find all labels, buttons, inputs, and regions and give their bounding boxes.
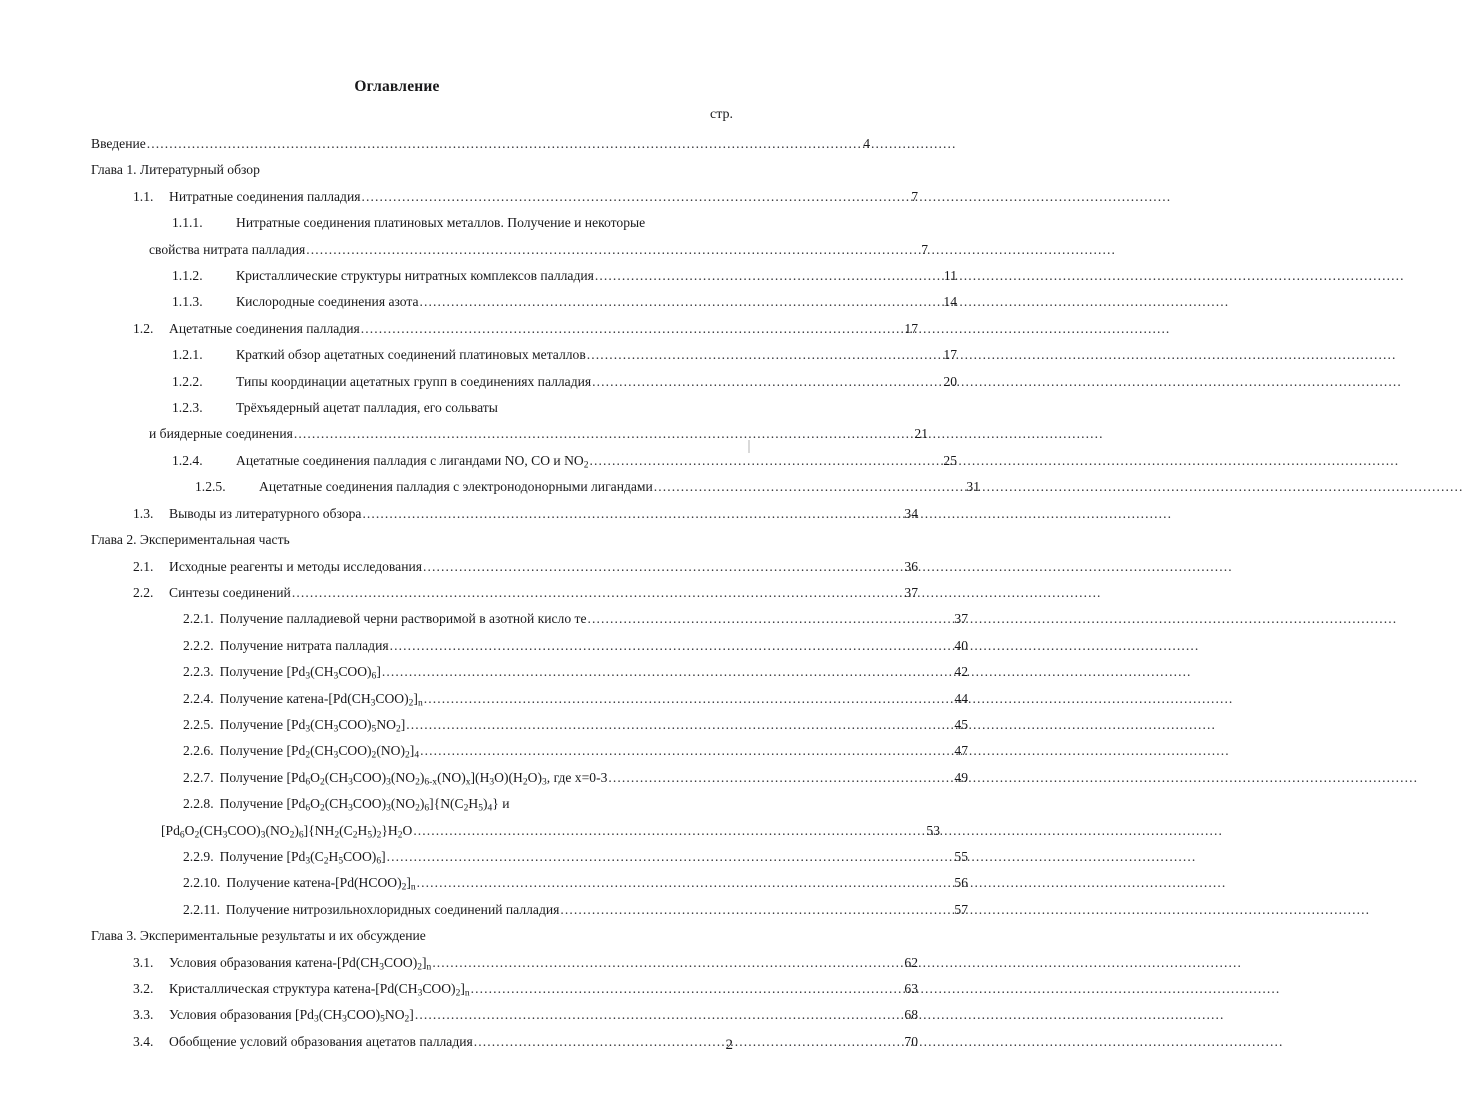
toc-entry-number: 3.1. bbox=[133, 954, 154, 970]
toc-entry-title: Получение палладиевой черни растворимой в азотной кисло те bbox=[219, 611, 587, 627]
toc-entry bbox=[0, 659, 977, 685]
toc-entry-title: Исходные реагенты и методы исследования bbox=[169, 558, 423, 574]
page-number-footer: 2 bbox=[725, 1037, 733, 1053]
toc-entry-title: Типы координации ацетатных групп в соединениях палладия bbox=[236, 373, 592, 389]
toc-entry bbox=[0, 844, 977, 870]
scan-artifact bbox=[748, 440, 750, 453]
toc-entry bbox=[0, 950, 927, 976]
toc-leader-dots bbox=[361, 184, 887, 210]
toc-leader-dots bbox=[387, 844, 937, 870]
toc-entry bbox=[0, 580, 927, 606]
toc-leader-dots bbox=[294, 421, 897, 447]
toc-entry-title: Трёхъядерный ацетат палладия, его сольваты bbox=[236, 400, 498, 416]
toc-entry-title: Нитратные соединения платиновых металлов. Получение и некоторые bbox=[236, 215, 646, 231]
toc-entry bbox=[0, 738, 977, 764]
toc-leader-dots bbox=[432, 950, 887, 976]
toc-entry bbox=[0, 712, 977, 738]
toc-entry-page-number: 7 bbox=[921, 241, 928, 257]
toc-entry-number: 3.4. bbox=[133, 1033, 154, 1049]
toc-leader-dots bbox=[292, 580, 887, 606]
toc-entry-title: и биядерные соединения bbox=[149, 426, 293, 442]
toc-leader-dots bbox=[306, 237, 897, 263]
toc-entry bbox=[0, 686, 977, 712]
toc-entry-title: Глава 2. Экспериментальная часть bbox=[91, 532, 290, 548]
toc-entry-page-number: 70 bbox=[904, 1033, 918, 1049]
toc-entry-page-number: 36 bbox=[904, 558, 918, 574]
toc-entry bbox=[0, 527, 879, 553]
toc-entry-title: Условия образования катена-$[Pd(CH_3COO)_2]_n$ bbox=[169, 954, 432, 972]
toc-entry bbox=[0, 316, 927, 342]
toc-entry-title: Ацетатные соединения палладия bbox=[169, 320, 360, 336]
toc-leader-dots bbox=[560, 897, 937, 923]
toc-leader-dots bbox=[417, 870, 937, 896]
toc-leader-dots bbox=[608, 765, 937, 791]
toc-entry-title: Получение катена-$[Pd(CH_3COO)_2]_n$ bbox=[219, 690, 423, 708]
toc-entry-number: 1.1.2. bbox=[172, 268, 203, 284]
toc-leader-dots bbox=[590, 448, 926, 474]
toc-entry-page-number: 14 bbox=[943, 294, 957, 310]
toc-entry-page-number: 45 bbox=[954, 716, 968, 732]
toc-leader-dots bbox=[362, 501, 887, 527]
toc-entry-title: Получение $[Pd_6O_2(CH_3COO)_3(NO_2)_{6-x}(NO)_x](H_3O)(H_2O)_3$, где x=0-3 bbox=[219, 769, 608, 788]
toc-entry-number: 1.2.4. bbox=[172, 452, 203, 468]
toc-entry bbox=[0, 210, 966, 236]
toc-entry bbox=[0, 157, 879, 183]
toc-entry-page-number: 42 bbox=[954, 664, 968, 680]
toc-entry-page-number: 40 bbox=[954, 637, 968, 653]
toc-entry-page-number: 17 bbox=[904, 320, 918, 336]
toc-entry-title: Выводы из литературного обзора bbox=[169, 505, 362, 521]
toc-entry-number: 1.3. bbox=[133, 505, 154, 521]
toc-entry-title: Кислородные соединения азота bbox=[236, 294, 419, 310]
toc-entry bbox=[0, 184, 927, 210]
toc-leader-dots bbox=[592, 369, 926, 395]
toc-entry-number: 1.1. bbox=[133, 188, 154, 204]
toc-entry-number: 2.2.11. bbox=[183, 901, 220, 917]
toc-entry-number: 2.2.7. bbox=[183, 769, 214, 785]
toc-entry bbox=[0, 448, 966, 474]
toc-entry bbox=[0, 923, 879, 949]
toc-entry bbox=[0, 395, 966, 421]
toc-leader-dots bbox=[147, 131, 839, 157]
toc-leader-dots bbox=[595, 263, 926, 289]
toc-entry-title: Получение $[Pd_3(CH_3COO)_6]$ bbox=[219, 664, 381, 682]
toc-entry-title: Глава 1. Литературный обзор bbox=[91, 162, 260, 178]
toc-entry bbox=[0, 501, 927, 527]
toc-leader-dots bbox=[654, 474, 949, 500]
toc-entry bbox=[0, 421, 937, 447]
toc-entry-page-number: 34 bbox=[904, 505, 918, 521]
toc-leader-dots bbox=[406, 712, 937, 738]
toc-entry-title: Ацетатные соединения палладия с лигандами NO, CO и $NO_2$ bbox=[236, 452, 589, 471]
toc-entry bbox=[0, 1002, 927, 1028]
toc-entry bbox=[0, 606, 977, 632]
toc-entry-number: 1.2.3. bbox=[172, 400, 203, 416]
page-title: Оглавление bbox=[354, 78, 440, 95]
pages-column-header: стр. bbox=[709, 107, 733, 122]
toc-entry-page-number: 57 bbox=[954, 901, 968, 917]
toc-entry-title: Синтезы соединений bbox=[169, 584, 291, 600]
toc-leader-dots bbox=[382, 659, 937, 685]
toc-entry-number: 1.2.2. bbox=[172, 373, 203, 389]
toc-entry bbox=[0, 237, 937, 263]
toc-entry-number: 1.2.1. bbox=[172, 347, 203, 363]
toc-entry-page-number: 11 bbox=[943, 268, 957, 284]
toc-entry-title: Получение $[Pd_2(CH_3COO)_2(NO)_2]_4$ bbox=[219, 743, 420, 761]
toc-entry-title: Кристаллическая структура катена-$[Pd(CH_3COO)_2]_n$ bbox=[169, 981, 470, 999]
toc-entry-page-number: 7 bbox=[911, 188, 918, 204]
toc-entry-title: Краткий обзор ацетатных соединений платиновых металлов bbox=[236, 347, 586, 363]
toc-entry-page-number: 4 bbox=[863, 136, 870, 151]
toc-entry bbox=[0, 765, 977, 791]
toc-entry-title: Введение bbox=[91, 136, 146, 151]
toc-leader-dots bbox=[420, 738, 937, 764]
toc-entry bbox=[0, 342, 966, 368]
toc-entry-title: Получение $[Pd_3(C_2H_5COO)_6]$ bbox=[219, 848, 386, 867]
toc-entry-number: 2.2. bbox=[133, 584, 154, 600]
toc-entry-page-number: 44 bbox=[954, 690, 968, 706]
toc-entry-number: 2.2.6. bbox=[183, 743, 214, 759]
toc-entry-number: 2.2.10. bbox=[183, 875, 221, 891]
toc-entry-page-number: 55 bbox=[954, 848, 968, 864]
toc-entry-page-number: 56 bbox=[954, 875, 968, 891]
toc-entry bbox=[0, 474, 989, 500]
toc-entry-page-number: 17 bbox=[943, 347, 957, 363]
toc-leader-dots bbox=[420, 289, 926, 315]
toc-entry-title: свойства нитрата палладия bbox=[149, 241, 306, 257]
toc-entry bbox=[0, 791, 977, 817]
toc-entry-number: 1.1.1. bbox=[172, 215, 203, 231]
toc-entry-number: 2.2.5. bbox=[183, 716, 214, 732]
toc-entry-number: 2.2.4. bbox=[183, 690, 214, 706]
toc-entry bbox=[0, 633, 977, 659]
toc-entry-title: Ацетатные соединения палладия с электронодонорными лигандами bbox=[259, 479, 653, 495]
toc-leader-dots bbox=[423, 554, 887, 580]
toc-leader-dots bbox=[415, 1002, 887, 1028]
toc-entry-title: Кристаллические структуры нитратных комплексов палладия bbox=[236, 268, 594, 284]
toc-entry-page-number: 62 bbox=[904, 954, 918, 970]
toc-entry-page-number: 21 bbox=[914, 426, 928, 442]
toc-entry-number: 1.2.5. bbox=[195, 479, 226, 495]
toc-entry bbox=[0, 976, 927, 1002]
toc-entry-title: $[Pd_6O_2(CH_3COO)_3(NO_2)_6]\{NH_2(C_2H_5)_2\}H_2O$ bbox=[161, 822, 413, 840]
toc-entry bbox=[0, 289, 966, 315]
toc-entry-number: 2.2.3. bbox=[183, 664, 214, 680]
toc-entry-title: Получение катена-$[Pd(HCOO)_2]_n$ bbox=[226, 875, 416, 893]
toc-entry-number: 3.2. bbox=[133, 981, 154, 996]
toc-entry-number: 2.2.9. bbox=[183, 848, 214, 864]
toc-entry bbox=[0, 263, 966, 289]
toc-entry-number: 2.1. bbox=[133, 558, 154, 574]
toc-entry-number: 2.2.8. bbox=[183, 796, 214, 812]
toc-entry-page-number: 49 bbox=[954, 769, 968, 785]
toc-entry bbox=[0, 554, 927, 580]
toc-entry-page-number: 47 bbox=[954, 743, 968, 759]
toc-entry-title: Нитратные соединения палладия bbox=[169, 188, 361, 204]
toc-entry-number: 1.1.3. bbox=[172, 294, 203, 310]
table-of-contents bbox=[0, 131, 980, 1055]
toc-entry-number: 3.3. bbox=[133, 1007, 154, 1023]
toc-entry-page-number: 25 bbox=[943, 452, 957, 468]
toc-entry-page-number: 37 bbox=[904, 584, 918, 600]
toc-entry-number: 1.2. bbox=[133, 320, 154, 336]
toc-entry bbox=[0, 870, 977, 896]
toc-entry bbox=[0, 818, 949, 844]
toc-entry bbox=[0, 369, 966, 395]
toc-entry-title: Получение нитрозильнохлоридных соединений палладия bbox=[225, 901, 560, 917]
toc-entry-page-number: 31 bbox=[966, 479, 980, 495]
toc-leader-dots bbox=[424, 686, 937, 712]
toc-entry bbox=[0, 897, 977, 923]
toc-entry-title: Обобщение условий образования ацетатов палладия bbox=[169, 1033, 473, 1049]
toc-leader-dots bbox=[471, 976, 887, 1002]
toc-leader-dots bbox=[361, 316, 887, 342]
toc-leader-dots bbox=[587, 342, 926, 368]
toc-entry bbox=[0, 131, 879, 157]
toc-entry-page-number: 20 bbox=[943, 373, 957, 389]
toc-entry-page-number: 37 bbox=[954, 611, 968, 627]
toc-entry-title: Условия образования $[Pd_3(CH_3COO)_5NO_2]$ bbox=[169, 1007, 414, 1025]
toc-entry-title: Получение $[Pd_6O_2(CH_3COO)_3(NO_2)_6]\{N(C_2H_5)_4\}$ и bbox=[219, 796, 510, 814]
toc-entry-title: Получение нитрата палладия bbox=[219, 637, 389, 653]
toc-leader-dots bbox=[413, 818, 909, 844]
toc-entry-number: 2.2.1. bbox=[183, 611, 214, 627]
toc-leader-dots bbox=[390, 633, 937, 659]
toc-leader-dots bbox=[588, 606, 937, 632]
toc-entry-page-number: 53 bbox=[926, 822, 940, 838]
toc-entry-title: Получение $[Pd_3(CH_3COO)_5NO_2]$ bbox=[219, 716, 406, 735]
toc-entry-number: 2.2.2. bbox=[183, 637, 214, 653]
toc-entry-page-number: 63 bbox=[904, 981, 918, 996]
toc-entry-page-number: 68 bbox=[904, 1007, 918, 1023]
toc-entry-title: Глава 3. Экспериментальные результаты и их обсуждение bbox=[91, 928, 426, 944]
